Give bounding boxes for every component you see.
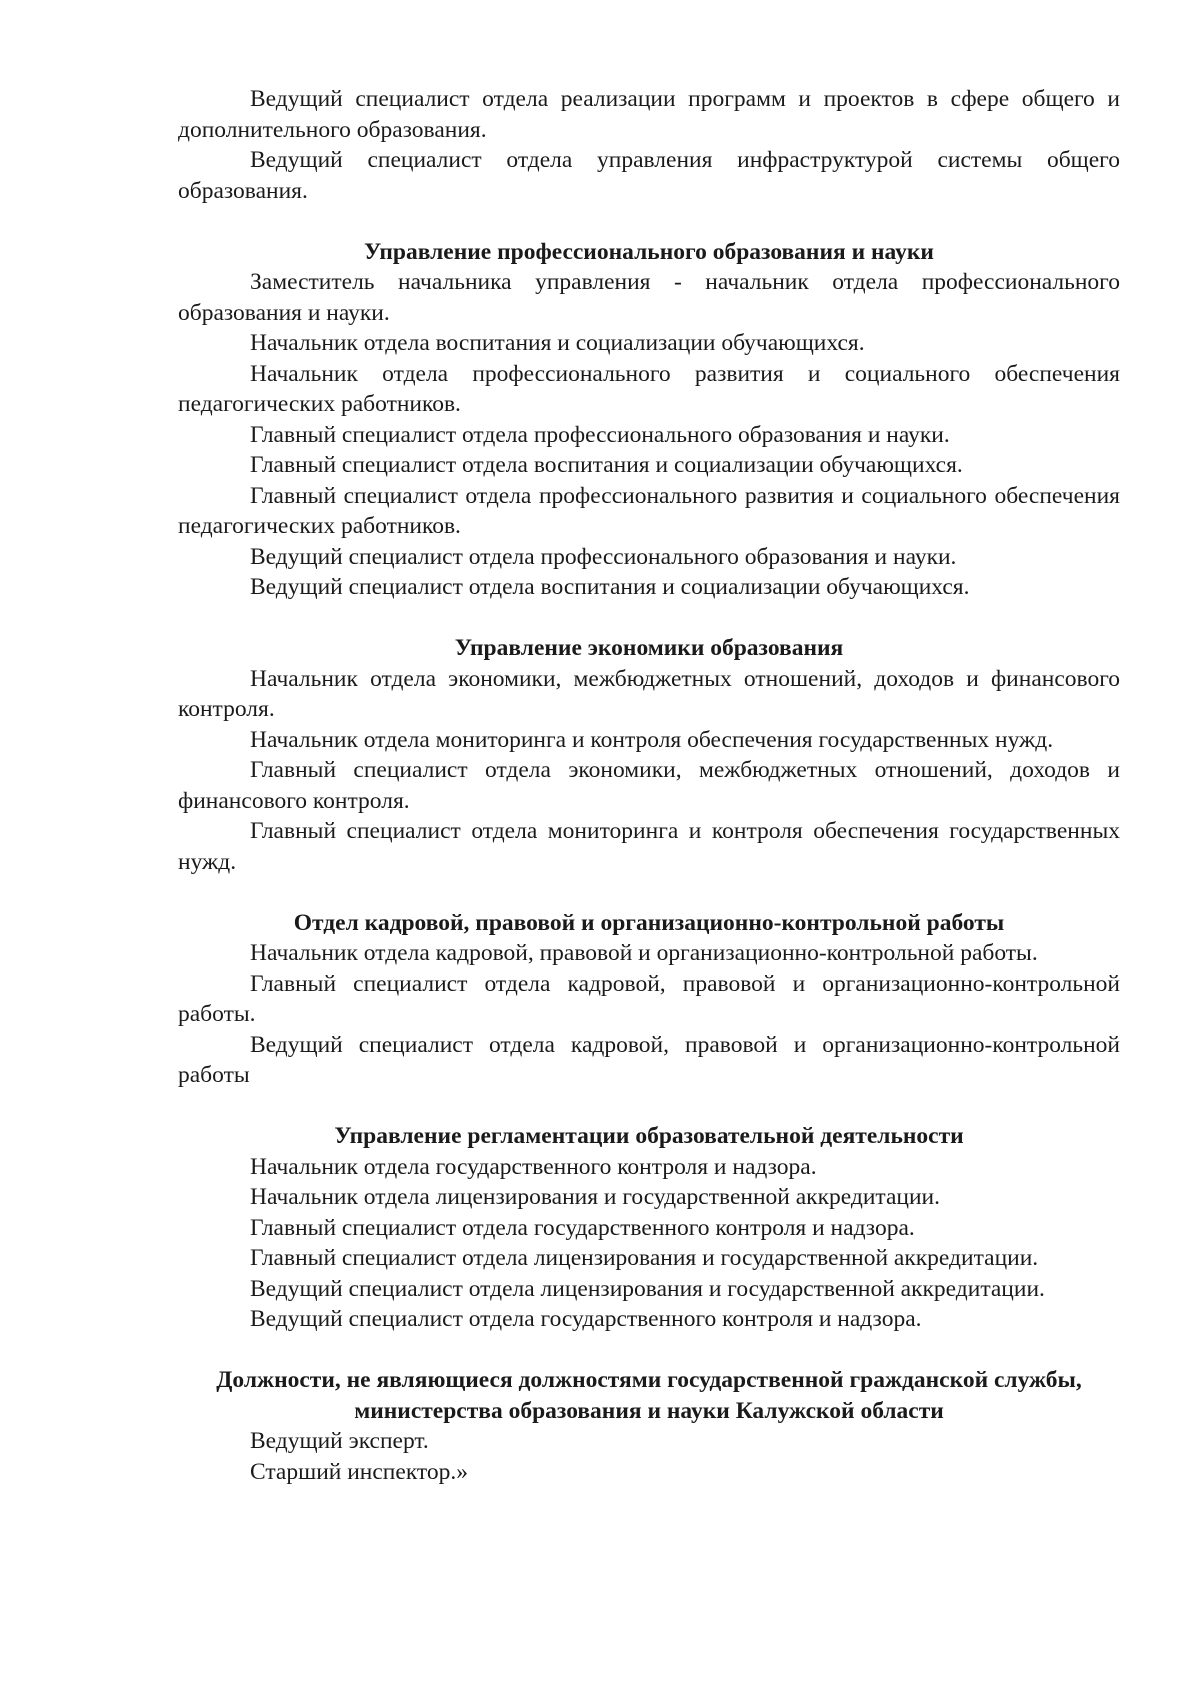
paragraph: Начальник отдела воспитания и социализации обучающихся. — [250, 330, 865, 356]
section-heading: Должности, не являющиеся должностями государственной гражданской службы, министерства образования и науки Калужской области — [216, 1367, 1082, 1424]
section-heading: Управление профессионального образования и науки — [364, 238, 934, 265]
paragraph: Начальник отдела лицензирования и государственной аккредитации. — [250, 1184, 940, 1210]
section-heading: Управление экономики образования — [454, 635, 844, 661]
paragraph: Старший инспектор.» — [250, 1458, 469, 1485]
paragraph: Главный специалист отдела кадровой, правовой и организационно-контрольной работы. — [178, 970, 1120, 1027]
paragraph: Главный специалист отдела профессионального развития и социального обеспечения педагогических работников. — [178, 482, 1120, 539]
paragraph: Ведущий специалист отдела кадровой, правовой и организационно-контрольной работы — [178, 1031, 1120, 1088]
paragraph: Начальник отдела кадровой, правовой и организационно-контрольной работы. — [250, 940, 1038, 966]
paragraph: Главный специалист отдела воспитания и социализации обучающихся. — [250, 452, 963, 478]
paragraph: Ведущий специалист отдела государственного контроля и надзора. — [250, 1306, 922, 1332]
paragraph: Главный специалист отдела профессионального образования и науки. — [250, 421, 950, 448]
paragraph: Ведущий специалист отдела реализации программ и проектов в сфере общего и дополнительного образования. — [178, 86, 1120, 143]
paragraph: Заместитель начальника управления - начальник отдела профессионального образования и науки. — [178, 269, 1120, 326]
section-heading: Управление регламентации образовательной деятельности — [334, 1123, 964, 1149]
section-heading: Отдел кадровой, правовой и организационно-контрольной работы — [293, 909, 1005, 936]
paragraph: Главный специалист отдела мониторинга и контроля обеспечения государственных нужд. — [178, 818, 1120, 875]
paragraph: Начальник отдела государственного контроля и надзора. — [250, 1153, 817, 1180]
paragraph: Ведущий эксперт. — [250, 1428, 429, 1454]
paragraph: Ведущий специалист отдела профессионального образования и науки. — [250, 543, 957, 570]
paragraph: Ведущий специалист отдела управления инфраструктурой системы общего образования. — [178, 147, 1120, 204]
paragraph: Главный специалист отдела государственного контроля и надзора. — [250, 1214, 915, 1241]
paragraph: Начальник отдела профессионального развития и социального обеспечения педагогических работников. — [178, 360, 1120, 417]
document-body — [178, 84, 1120, 1487]
paragraph: Главный специалист отдела лицензирования и государственной аккредитации. — [250, 1245, 1039, 1271]
paragraph: Главный специалист отдела экономики, межбюджетных отношений, доходов и финансового контроля. — [178, 757, 1120, 814]
paragraph: Начальник отдела экономики, межбюджетных отношений, доходов и финансового контроля. — [178, 665, 1120, 722]
paragraph: Ведущий специалист отдела воспитания и социализации обучающихся. — [250, 574, 970, 600]
paragraph: Начальник отдела мониторинга и контроля обеспечения государственных нужд. — [250, 726, 1054, 753]
paragraph: Ведущий специалист отдела лицензирования и государственной аккредитации. — [250, 1275, 1045, 1302]
